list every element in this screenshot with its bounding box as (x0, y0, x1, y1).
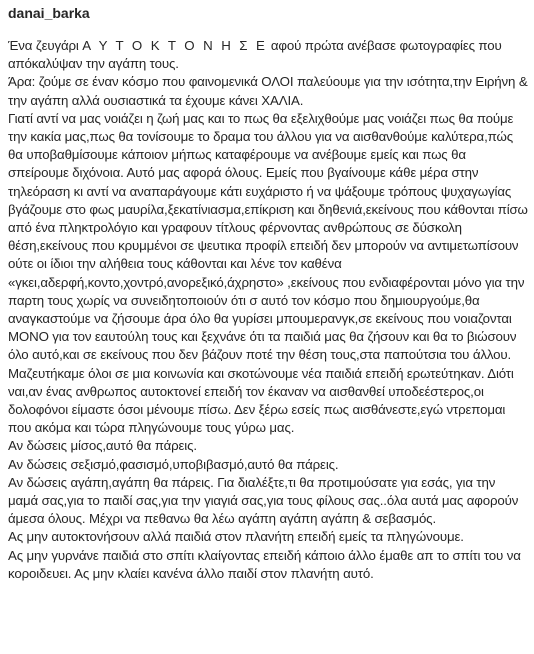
caption-paragraph-2: Άρα: ζούμε σε έναν κόσμο που φαινομενικά ΟΛΟΙ παλεύουμε για την ισότητα,την Ειρήνη & την αγάπη αλλά ουσιαστικά τα έχουμε κάνει ΧΑΛΙΑ. (8, 74, 528, 108)
post (8, 0, 528, 583)
caption-text: Ένα ζευγάρι (8, 38, 83, 53)
caption-paragraph-3: Γιατί αντί να μας νοιάζει η ζωή μας και το πως θα εξελιχθούμε μας νοιάζει πως θα πούμε την κακία μας,πως θα τονίσουμε το δραμα του άλλου για να αισθανθούμε καλύτερα,πώς θα υποβαθμίσουμε κάποιον μήπως καταφέρουμε να ανέβουμε εμείς και πως θα σπείρουμε διχόνοια. Αυτό μας αφορά όλους. Εμείς που βγαίνουμε κάθε μέρα στην τηλεόραση κι αντί να αναπαράγουμε κάτι ευχάριστο ή να ψάξουμε τρόπους ψυχαγωγίας βγάζουμε στο φως μαυρίλα,ξεκατίνιασμα,επίκριση και δηθενιά,εκείνους που κάθονται πίσω από ένα πληκτρολόγιο και γραφουν τίτλους φέρνοντας ανθρώπους σε δύσκολη θέση,εκείνους που κρυμμένοι σε ψευτικα προφίλ επειδή δεν μπορούν να αντιμετωπίσουν ούτε οι ίδιοι την αλήθεια τους κάθονται και λένε τον καθένα «γκει,αδερφή,κοντο,χοντρό,ανορεξικό,άχρηστο» ,εκείνους που ενδιαφέρονται μόνο για την παρτη τους χωρίς να συνειδητοποιούν ότι σ αυτό τον κόσμο που δημιουργούμε,θα αναγκαστούμε να ζήσουμε άρα όλο θα γυρίσει μπουμερανγκ,σε εκείνους που νοιαζονται ΜΟΝΟ για τον εαυτούλη τους και ξεχνάνε ότι τα παιδιά μας θα ζήσουν και θα το βιώσουν όλο αυτό,και σε εκείνους που δεν βάζουν ποτέ την θέση τους,στα παπούτσια του άλλου. (8, 110, 528, 363)
caption-paragraph-9: Ας μην γυρνάνε παιδιά στο σπίτι κλαίγοντας επειδή κάποιο άλλο έμαθε απ το σπίτι του να κοροιδευει. Ας μην κλαίει κανένα άλλο παιδί στον πλανήτη αυτό. (8, 547, 521, 581)
caption-paragraph-4: Μαζευτήκαμε όλοι σε μια κοινωνία και σκοτώνουμε νέα παιδιά επειδή ερωτεύτηκαν. Διότι ναι,αν ένας ανθρωπος αυτοκτονεί επειδή τον έκαναν να αισθανθεί υποδεέστερος,οι δολοφόνοι είμαστε όσοι μένουμε πίσω. Δεν ξέρω εσείς πως αισθάνεστε,εγώ ντρεπομαι που ακόμα και τώρα πληγώνουμε τους γύρω μας. (8, 365, 514, 436)
caption-paragraph-8: Ας μην αυτοκτονήσουν αλλά παιδιά στον πλανήτη επειδή εμείς τα πληγώνουμε. (8, 529, 464, 545)
caption-paragraph-1 (8, 37, 528, 73)
caption-spaced-word: Α Υ Τ Ο Κ Τ Ο Ν Η Σ Ε (82, 38, 268, 53)
caption-paragraph-6: Αν δώσεις σεξισμό,φασισμό,υποβιβασμό,αυτό θα πάρεις. (8, 456, 339, 472)
post-caption (8, 37, 528, 583)
caption-text: αφού πρώτα ανέβασε φωτογραφίες που απόκαλύψαν την αγάπη τους. (8, 38, 502, 72)
caption-paragraph-7: Αν δώσεις αγάπη,αγάπη θα πάρεις. Για διαλέξτε,τι θα προτιμούσατε για εσάς, για την μαμά σας,για το παιδί σας,για την γιαγιά σας,για τους φίλους σας..όλα αυτά μας αφορούν άμεσα όλους. Μέχρι να πεθανω θα λέω αγάπη αγάπη αγάπη & σεβασμός. (8, 474, 519, 527)
username[interactable]: danai_barka (8, 5, 90, 21)
caption-paragraph-5: Αν δώσεις μίσος,αυτό θα πάρεις. (8, 438, 197, 454)
